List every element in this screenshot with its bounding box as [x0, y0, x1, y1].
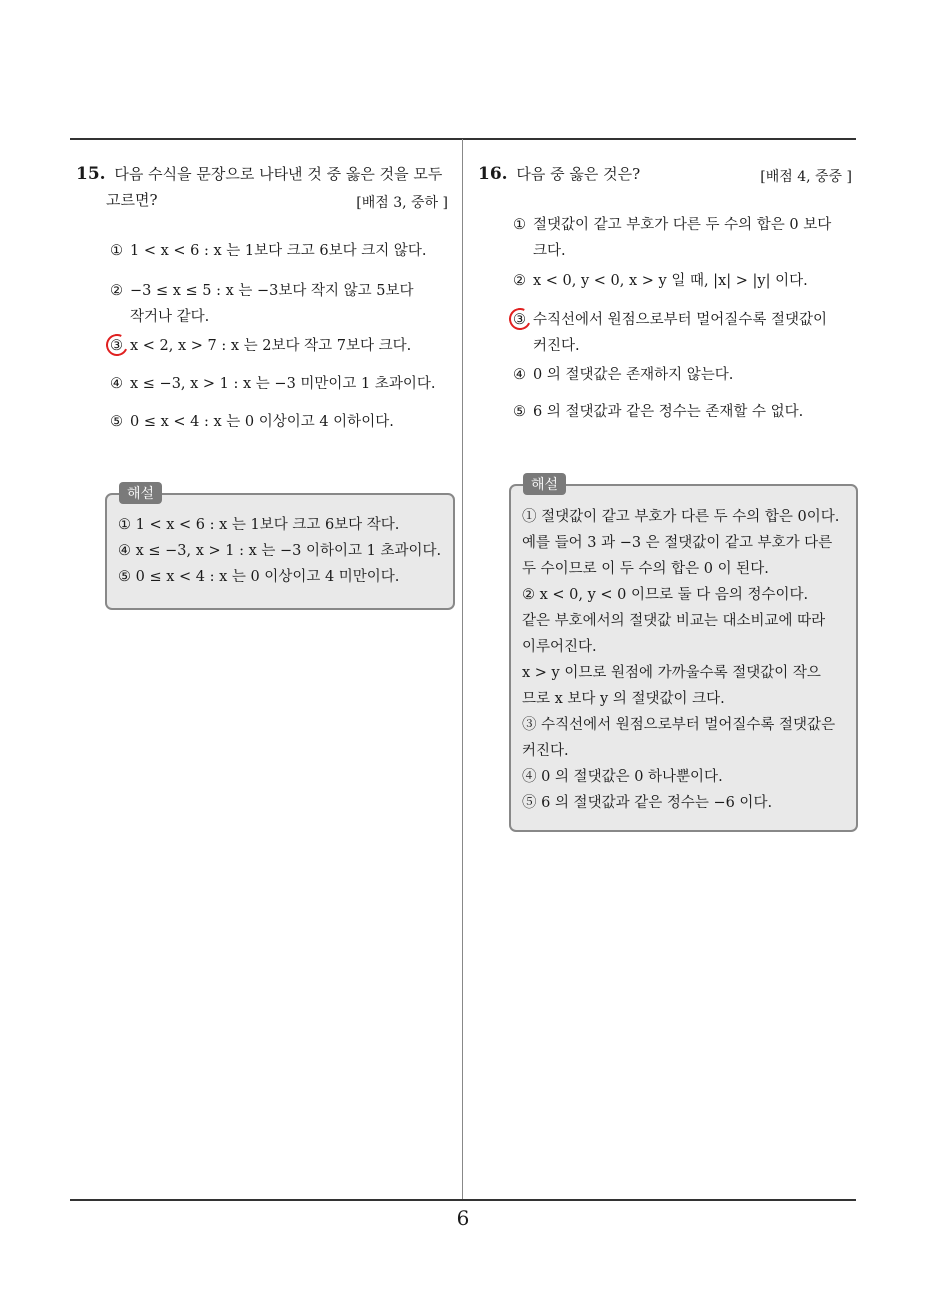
- solution-line: 두 수이므로 이 두 수의 합은 0 이 된다.: [522, 561, 769, 577]
- q16-solution-box: [509, 484, 858, 832]
- q15-meta: [배점 3, 중하 ]: [356, 195, 448, 211]
- option-number: ⑤: [513, 404, 526, 420]
- q16-option-2[interactable]: [513, 268, 808, 294]
- option-number: ④: [513, 367, 526, 383]
- q15-text-line2: 고르면?: [106, 191, 158, 209]
- column-divider: [462, 139, 463, 1200]
- solution-line: ⑤ 0 ≤ x < 4 : x 는 0 이상이고 4 미만이다.: [118, 569, 400, 585]
- top-rule: [70, 138, 856, 140]
- option-number: ③: [110, 338, 123, 354]
- option-text-cont: 커진다.: [533, 338, 580, 354]
- q16-option-3[interactable]: [513, 307, 827, 359]
- q16-option-5[interactable]: [513, 399, 803, 425]
- option-number: ②: [513, 273, 526, 289]
- q15-header: [76, 162, 456, 186]
- solution-line: ① 절댓값이 같고 부호가 다른 두 수의 합은 0이다.: [522, 509, 840, 525]
- option-number: ⑤: [110, 414, 123, 430]
- q15-solution-box: [105, 493, 455, 610]
- option-text-cont: 크다.: [533, 243, 566, 259]
- q15-option-2[interactable]: [110, 278, 414, 330]
- option-text: x < 2, x > 7 : x 는 2보다 작고 7보다 크다.: [130, 338, 412, 354]
- solution-line: ② x < 0, y < 0 이므로 둘 다 음의 정수이다.: [522, 587, 809, 603]
- q16-option-1[interactable]: [513, 212, 831, 264]
- solution-line: ① 1 < x < 6 : x 는 1보다 크고 6보다 작다.: [118, 517, 400, 533]
- option-number: ④: [110, 376, 123, 392]
- q16-header: [478, 162, 640, 186]
- q15-option-5[interactable]: [110, 409, 394, 435]
- option-text: −3 ≤ x ≤ 5 : x 는 −3보다 작지 않고 5보다: [130, 283, 414, 299]
- solution-line: ③ 수직선에서 원점으로부터 멀어질수록 절댓값은: [522, 717, 836, 733]
- solution-line: 커진다.: [522, 743, 569, 759]
- option-number: ②: [110, 283, 123, 299]
- solution-line: 같은 부호에서의 절댓값 비교는 대소비교에 따라: [522, 613, 826, 629]
- q16-meta: [배점 4, 중중 ]: [760, 169, 852, 185]
- option-text-cont: 작거나 같다.: [130, 309, 210, 325]
- solution-line: x > y 이므로 원점에 가까울수록 절댓값이 작으: [522, 665, 821, 681]
- option-text: 6 의 절댓값과 같은 정수는 존재할 수 없다.: [533, 404, 804, 420]
- q15-option-3[interactable]: [110, 333, 411, 359]
- solution-line: 므로 x 보다 y 의 절댓값이 크다.: [522, 691, 725, 707]
- solution-line: 이루어진다.: [522, 639, 597, 655]
- q16-option-4[interactable]: [513, 362, 733, 388]
- solution-line: ④ x ≤ −3, x > 1 : x 는 −3 이하이고 1 초과이다.: [118, 543, 442, 559]
- q15-number: 15.: [76, 164, 106, 184]
- page-number: 6: [456, 1206, 470, 1230]
- q15-option-1[interactable]: [110, 238, 426, 264]
- q16-text: 다음 중 옳은 것은?: [516, 165, 641, 183]
- solution-line: ④ 0 의 절댓값은 0 하나뿐이다.: [522, 769, 723, 785]
- option-text: x < 0, y < 0, x > y 일 때, |x| > |y| 이다.: [533, 273, 808, 289]
- q16-number: 16.: [478, 164, 508, 184]
- option-text: 0 ≤ x < 4 : x 는 0 이상이고 4 이하이다.: [130, 414, 394, 430]
- option-number: ①: [513, 217, 526, 233]
- q15-text-line1: 다음 수식을 문장으로 나타낸 것 중 옳은 것을 모두: [114, 165, 443, 183]
- option-text: 절댓값이 같고 부호가 다른 두 수의 합은 0 보다: [533, 217, 832, 233]
- q15-solution-label: 해설: [119, 482, 162, 504]
- option-text: 수직선에서 원점으로부터 멀어질수록 절댓값이: [533, 312, 827, 328]
- option-number: ①: [110, 243, 123, 259]
- q15-option-4[interactable]: [110, 371, 436, 397]
- option-text: 0 의 절댓값은 존재하지 않는다.: [533, 367, 734, 383]
- solution-line: 예를 들어 3 과 −3 은 절댓값이 같고 부호가 다른: [522, 535, 833, 551]
- q16-solution-label: 해설: [523, 473, 566, 495]
- solution-line: ⑤ 6 의 절댓값과 같은 정수는 −6 이다.: [522, 795, 773, 811]
- bottom-rule: [70, 1199, 856, 1201]
- option-number: ③: [513, 312, 526, 328]
- option-text: 1 < x < 6 : x 는 1보다 크고 6보다 크지 않다.: [130, 243, 427, 259]
- option-text: x ≤ −3, x > 1 : x 는 −3 미만이고 1 초과이다.: [130, 376, 436, 392]
